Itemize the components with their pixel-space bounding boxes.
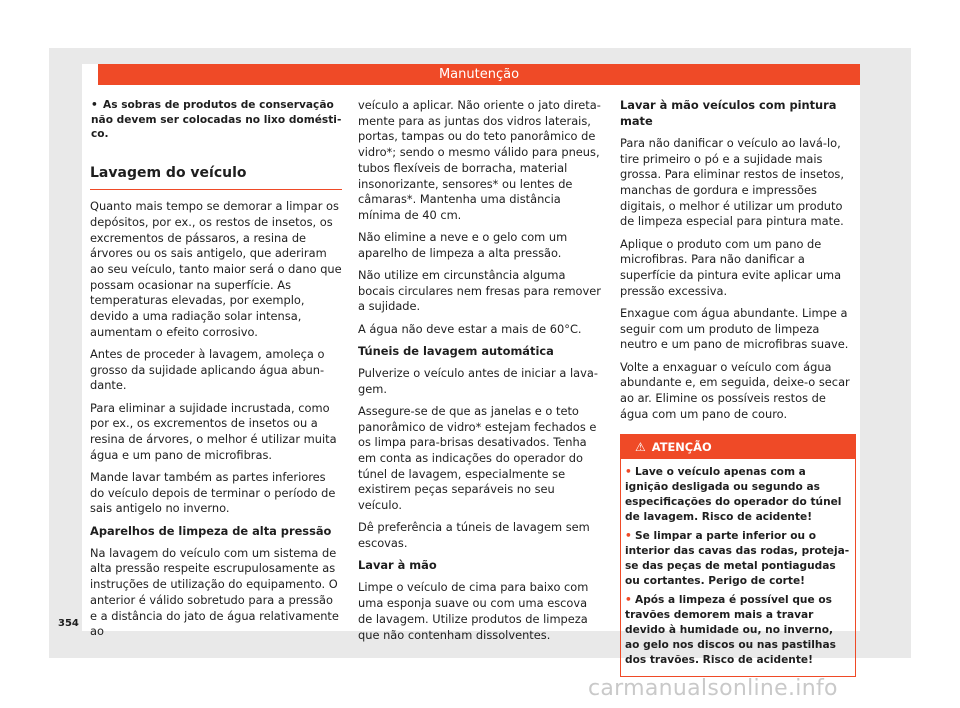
section-title: Lavagem do veículo [90, 166, 342, 191]
paragraph: Dê preferência a túneis de lavagem sem escovas. [358, 520, 590, 551]
subheading-hand-wash: Lavar à mão [358, 558, 437, 573]
paragraph: Não utilize em circunstância alguma bocais circulares nem fresas para remover a sujidade. [358, 268, 601, 314]
subheading-matte-paint: Lavar à mão veículos com pintura mate [620, 98, 837, 128]
warning-box [620, 434, 856, 677]
paragraph: Mande lavar também as partes inferiores do veículo depois de terminar o período de sais antigelo no inverno. [90, 469, 336, 516]
paragraph: Quanto mais tempo se demorar a limpar os depósitos, por ex., os restos de insetos, os excrementos de pássaros, a resina de árvores ou os sais antigelo, que aderiram ao seu veículo, tanto maior será o dano que possam ocasionar na superfície. As temperaturas elevadas, por exemplo, devido a uma radiação solar intensa, aumentam o efeito corrosivo. [90, 199, 342, 339]
paragraph: Aplique o produto com um pano de microfibras. Para não danificar a superfície da pintura evite aplicar uma pressão excessiva. [620, 236, 842, 298]
warning-triangle-icon: ⚠ [635, 440, 646, 455]
column-left [90, 98, 342, 646]
bullet-icon: • [91, 99, 98, 111]
warning-item: • Lave o veículo apenas com a ignição desligada ou segundo as especificações do operador do túnel de lavagem. Risco de acidente! [625, 466, 842, 524]
column-right [620, 98, 856, 677]
paragraph: Na lavagem do veículo com um sistema de alta pressão respeite escrupulosamente as instruções de utilização do equipamento. O anterior é válido sobretudo para a pressão e a distância do jato de água relativamente ao [90, 545, 339, 639]
paragraph: veículo a aplicar. Não oriente o jato diretamente para as juntas dos vidros laterais, portas, tampas ou do teto panorâmico de vidro*; sendo o mesmo válido para pneus, tubos flexíveis de borracha, material insonorizante, sensores* ou lentes de câmaras*. Mantenha uma distância mínima de 40 cm. [358, 98, 601, 222]
chapter-header: Manutenção [98, 64, 860, 85]
bullet-icon: • [625, 594, 632, 607]
watermark: carmanualsonline.info [588, 676, 838, 701]
paragraph: Volte a enxaguar o veículo com água abundante e, em seguida, deixe-o secar ao ar. Elimine os possíveis restos de água com um pano de couro. [620, 359, 850, 421]
warning-item: • Após a limpeza é possível que os travões demorem mais a travar devido à humidade ou, no inverno, ao gelo nos discos ou nas pastilhas dos travões. Risco de acidente! [625, 594, 836, 667]
paragraph: Limpe o veículo de cima para baixo com uma esponja suave ou com uma escova de lavagem. Utilize produtos de limpeza que não contenham dissolventes. [358, 580, 589, 642]
warning-item: • Se limpar a parte inferior ou o interior das cavas das rodas, proteja-se das peças de metal pontiagudas ou cortantes. Perigo de corte! [625, 530, 850, 588]
paragraph: Assegure-se de que as janelas e o teto panorâmico de vidro* estejam fechados e os limpa para-brisas desativados. Tenha em conta as indicações do operador do túnel de lavagem, especialmente se existirem peças separáveis no seu veículo. [358, 403, 597, 513]
paragraph: Antes de proceder à lavagem, amoleça o grosso da sujidade aplicando água abundante. [90, 347, 325, 393]
paragraph: A água não deve estar a mais de 60°C. [358, 321, 582, 336]
paragraph: Enxague com água abundante. Limpe a seguir com um produto de limpeza neutro e um pano de microfibras suave. [620, 305, 849, 352]
paragraph: Para não danificar o veículo ao lavá-lo, tire primeiro o pó e a sujidade mais grossa. Para eliminar restos de insetos, manchas de gordura e impressões digitais, o melhor é utilizar um produto de limpeza especial para pintura mate. [620, 135, 844, 229]
disposal-note: • As sobras de produtos de conservação não devem ser colocadas no lixo doméstico. [91, 99, 342, 140]
subheading-car-wash: Túneis de lavagem automática [358, 343, 554, 358]
paragraph: Não elimine a neve e o gelo com um aparelho de limpeza a alta pressão. [358, 230, 568, 260]
paragraph: Pulverize o veículo antes de iniciar a lavagem. [358, 366, 598, 396]
page-number: 354 [58, 618, 79, 629]
subheading-high-pressure: Aparelhos de limpeza de alta pressão [90, 523, 332, 538]
warning-header: ⚠ ATENÇÃO [621, 435, 855, 459]
bullet-icon: • [625, 530, 632, 543]
column-middle [358, 98, 602, 650]
paragraph: Para eliminar a sujidade incrustada, como por ex., os excrementos de insetos ou a resina de árvores, o melhor é utilizar muita água e um pano de microfibras. [90, 400, 337, 462]
warning-body [621, 459, 855, 676]
bullet-icon: • [625, 466, 632, 479]
